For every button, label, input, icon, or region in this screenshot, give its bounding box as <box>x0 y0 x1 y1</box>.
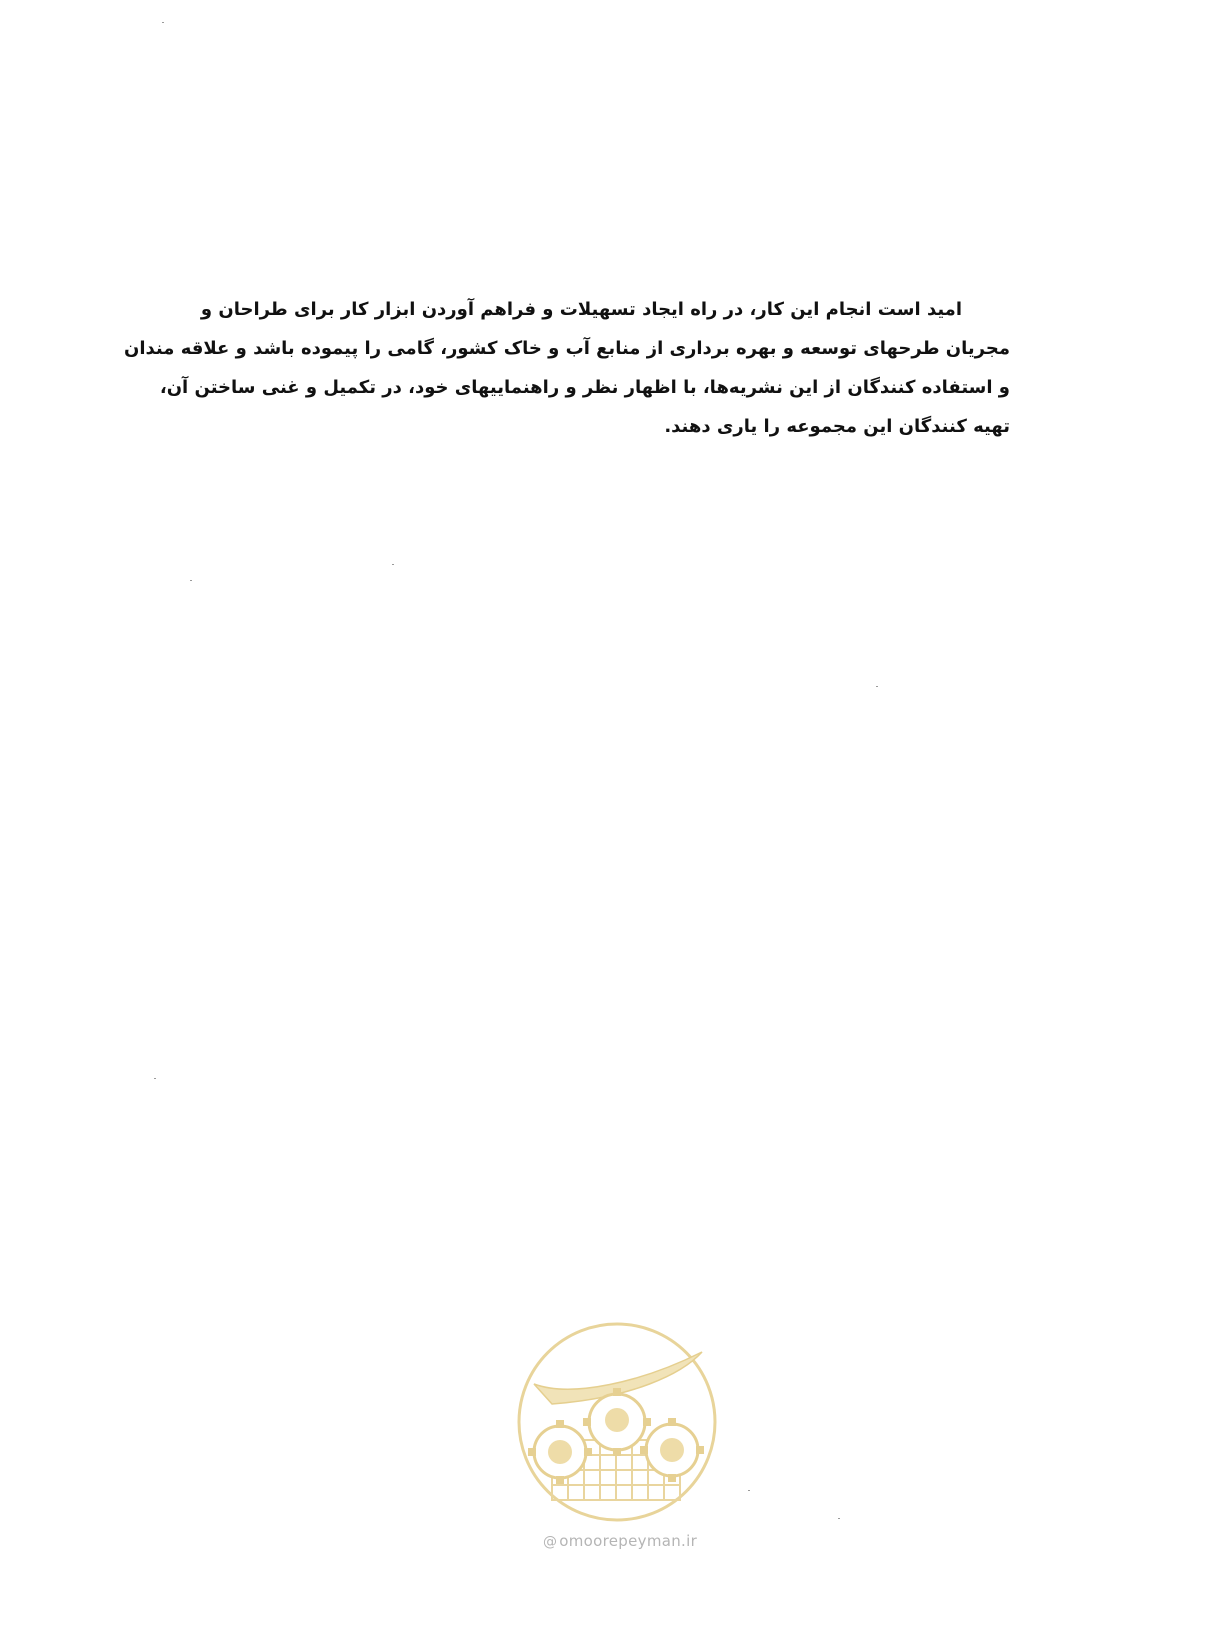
watermark-site-text: omoorepeyman.ir <box>559 1532 698 1550</box>
at-icon: @ <box>542 1534 558 1550</box>
scan-speck <box>162 22 164 23</box>
watermark-logo <box>512 1312 722 1542</box>
scan-speck <box>876 686 878 687</box>
body-paragraph <box>124 290 1010 446</box>
watermark-site-label <box>520 1532 720 1550</box>
scan-speck <box>154 1078 156 1079</box>
scan-speck <box>838 1518 840 1519</box>
scan-speck <box>190 580 192 581</box>
paragraph-line: تهیه کنندگان این مجموعه را یاری دهند. <box>664 416 1010 437</box>
paragraph-line: و استفاده کنندگان از این نشریه‌ها، با اظهار نظر و راهنماییهای خود، در تکمیل و غنی ساختن آن، <box>159 377 1010 398</box>
paragraph-line: امید است انجام این کار، در راه ایجاد تسهیلات و فراهم آوردن ابزار کار برای طراحان و <box>200 299 962 320</box>
scan-speck <box>748 1490 750 1491</box>
watermark-seal-icon <box>512 1312 722 1542</box>
scan-speck <box>392 564 394 565</box>
paragraph-line: مجریان طرحهای توسعه و بهره برداری از منابع آب و خاک کشور، گامی را پیموده باشد و علاقه مندان <box>124 338 1010 359</box>
